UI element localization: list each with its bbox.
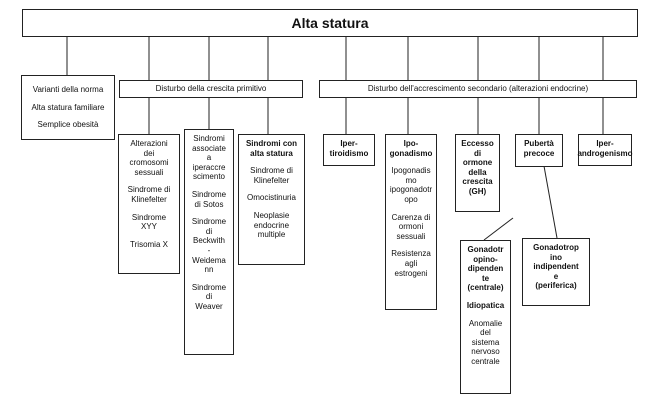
men-label: Neoplasie endocrine multiple [253,210,290,240]
sex-chromosome-anomalies-title: Alterazioni dei cromosomi sessuali [129,139,169,177]
hypogonadism-box [385,134,437,310]
secondary-growth-disorder-header [319,80,637,98]
sex-chromosome-anomalies-box [118,134,180,274]
primary-growth-disorder-header [119,80,303,98]
weaver-syndrome-label: Sindrome di Weaver [191,282,227,311]
precocious-puberty-title: Pubertà precoce [523,139,555,158]
precocious-puberty-box [515,134,563,167]
hypogonadotropic-hypogonadism-label: Ipogonadis mo ipogonadotr opo [389,166,433,204]
tall-stature-syndromes-box [238,134,305,265]
hyperandrogenism-box [578,134,632,166]
sex-hormone-deficiency-label: Carenza di ormoni sessuali [391,212,431,241]
hyperandrogenism-title: Iper- androgenismo [577,139,633,158]
beckwith-wiedemann-label: Sindrome di Beckwith - Weidema nn [191,217,227,275]
hyperthyroidism-title: Iper- tiroidismo [329,139,369,158]
root-title: Alta statura [291,14,369,31]
cns-anomalies-label: Anomalie del sistema nervoso centrale [468,318,503,366]
familial-tall-stature-label: Alta statura familiare [31,102,105,112]
hyperthyroidism-box [323,134,375,166]
simple-obesity-label: Semplice obesità [37,120,99,130]
primary-growth-disorder-label: Disturbo della crescita primitivo [155,84,267,94]
klinefelter-label-2: Sindrome di Klinefelter [250,166,293,185]
norm-variants-label: Varianti della norma [32,85,104,94]
tall-stature-syndromes-title: Sindromi con alta statura [245,139,298,158]
central-precocious-puberty-box [460,240,511,394]
idiopathic-label: Idiopatica [466,300,505,310]
central-precocious-puberty-title: Gonadotr opino- dipenden te (centrale) [467,245,504,293]
gh-excess-box [455,134,500,212]
hypogonadism-title: Ipo- gonadismo [389,139,433,158]
xyy-syndrome-label: Sindrome XYY [131,212,167,232]
peripheral-precocious-puberty-title: Gonadotrop ino indipendent e (periferica) [533,243,579,291]
overgrowth-syndromes-title: Sindromi associate a iperaccre scimento [192,134,226,182]
homocystinuria-label: Omocistinuria [247,193,296,203]
sotos-syndrome-label: Sindrome di Sotos [191,189,227,209]
klinefelter-label: Sindrome di Klinefelter [127,185,171,204]
root-box [22,9,638,37]
secondary-growth-disorder-label: Disturbo dell'accrescimento secondario (alterazioni endocrine) [367,84,589,94]
trisomy-x-label: Trisomia X [130,239,168,249]
gh-excess-title: Eccesso di ormone della crescita (GH) [461,139,494,196]
overgrowth-syndromes-box [184,129,234,355]
peripheral-precocious-puberty-box [522,238,590,306]
estrogen-resistance-label: Resistenza agli estrogeni [391,249,431,278]
branch-norm-variants [21,75,115,140]
